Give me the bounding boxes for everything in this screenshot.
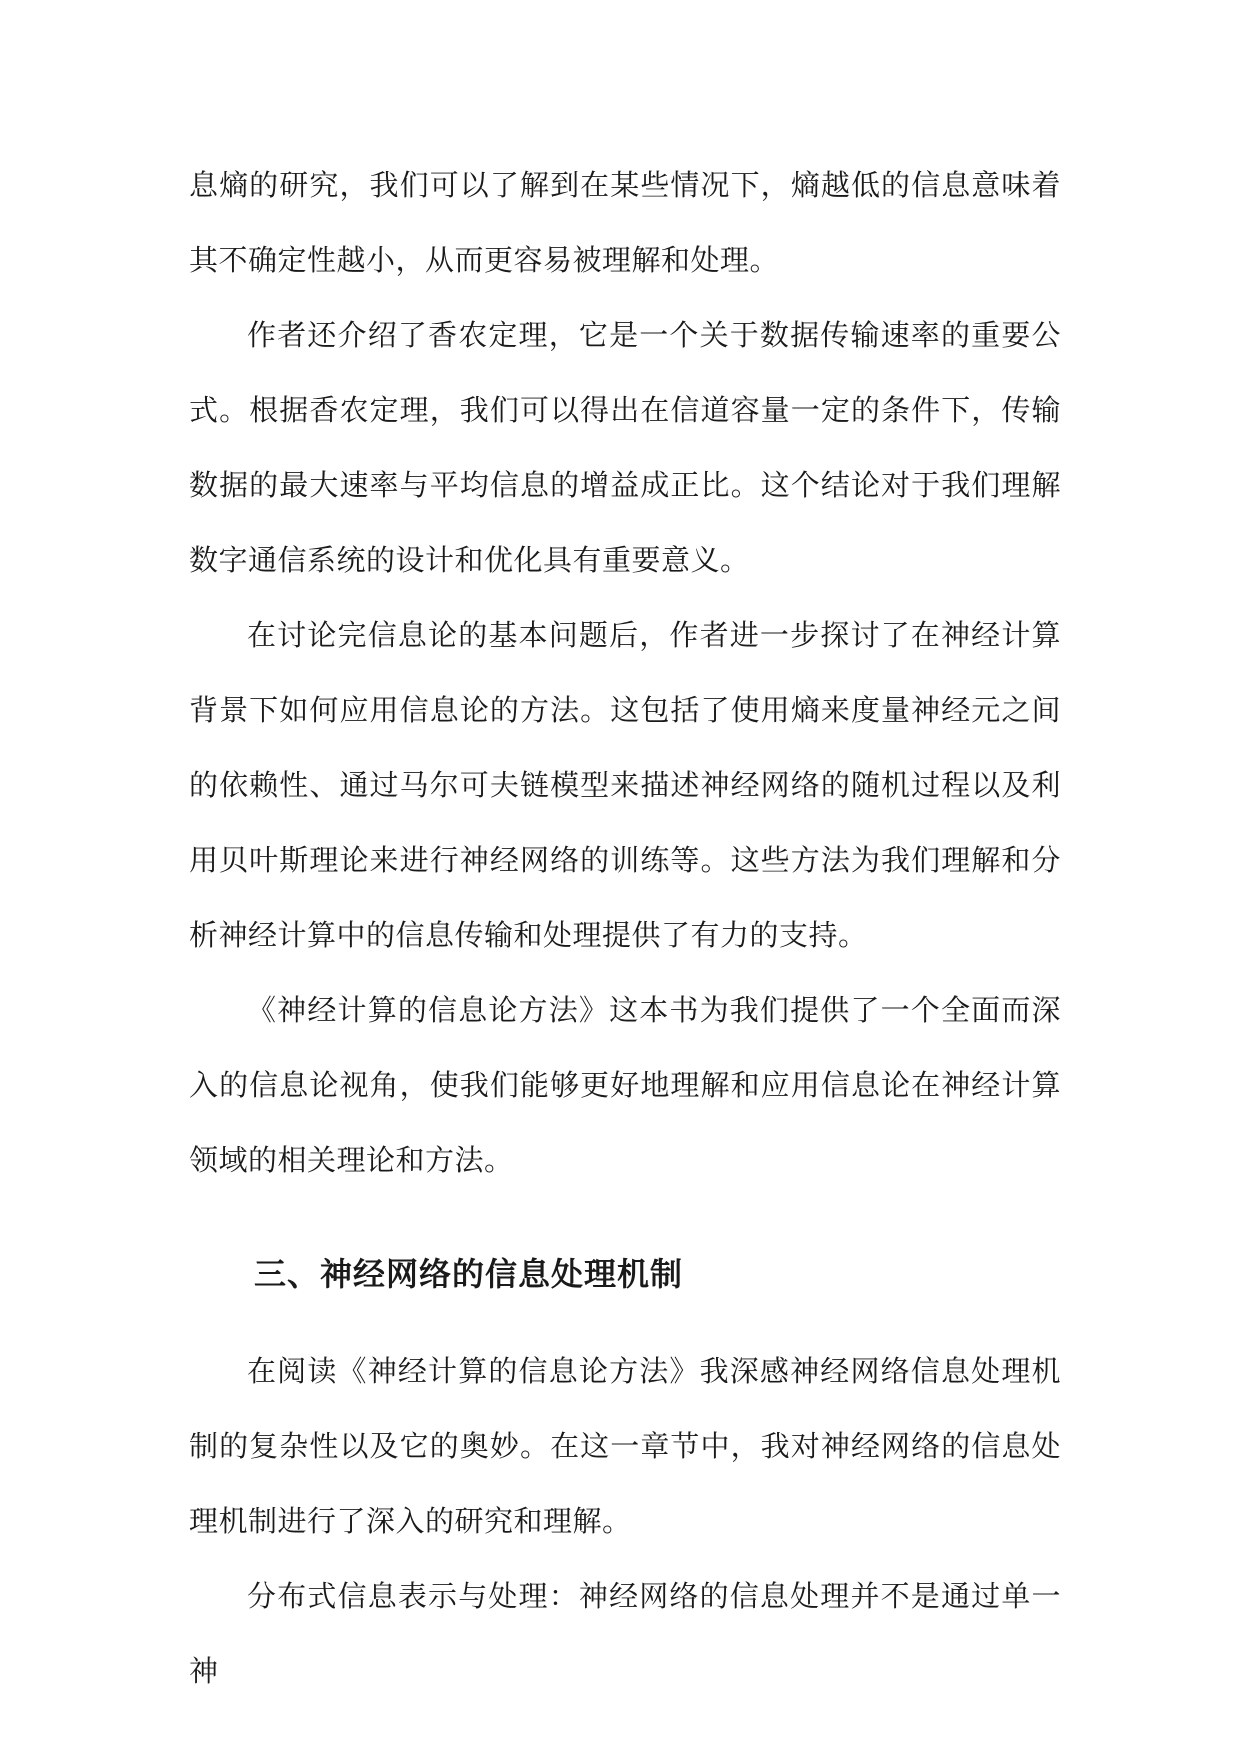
section-heading: 三、神经网络的信息处理机制	[254, 1255, 684, 1293]
paragraph-neural-computing-methods: 在讨论完信息论的基本问题后，作者进一步探讨了在神经计算背景下如何应用信息论的方法。这包括了使用熵来度量神经元之间的依赖性、通过马尔可夫链模型来描述神经网络的随机过程以及利用贝叶斯理论来进行神经网络的训练等。这些方法为我们理解和分析神经计算中的信息传输和处理提供了有力的支持。	[189, 618, 1061, 952]
document-body	[189, 148, 1061, 1709]
paragraph-book-summary: 《神经计算的信息论方法》这本书为我们提供了一个全面而深入的信息论视角，使我们能够更好地理解和应用信息论在神经计算领域的相关理论和方法。	[189, 993, 1061, 1177]
paragraph-reading-reflection: 在阅读《神经计算的信息论方法》我深感神经网络信息处理机制的复杂性以及它的奥妙。在这一章节中，我对神经网络的信息处理机制进行了深入的研究和理解。	[189, 1354, 1061, 1538]
paragraph-entropy-continuation: 息熵的研究，我们可以了解到在某些情况下，熵越低的信息意味着其不确定性越小，从而更容易被理解和处理。	[189, 168, 1061, 277]
paragraph-shannon-theorem: 作者还介绍了香农定理，它是一个关于数据传输速率的重要公式。根据香农定理，我们可以得出在信道容量一定的条件下，传输数据的最大速率与平均信息的增益成正比。这个结论对于我们理解数字通信系统的设计和优化具有重要意义。	[189, 318, 1061, 577]
paragraph-distributed-representation: 分布式信息表示与处理：神经网络的信息处理并不是通过单一神	[189, 1579, 1061, 1688]
